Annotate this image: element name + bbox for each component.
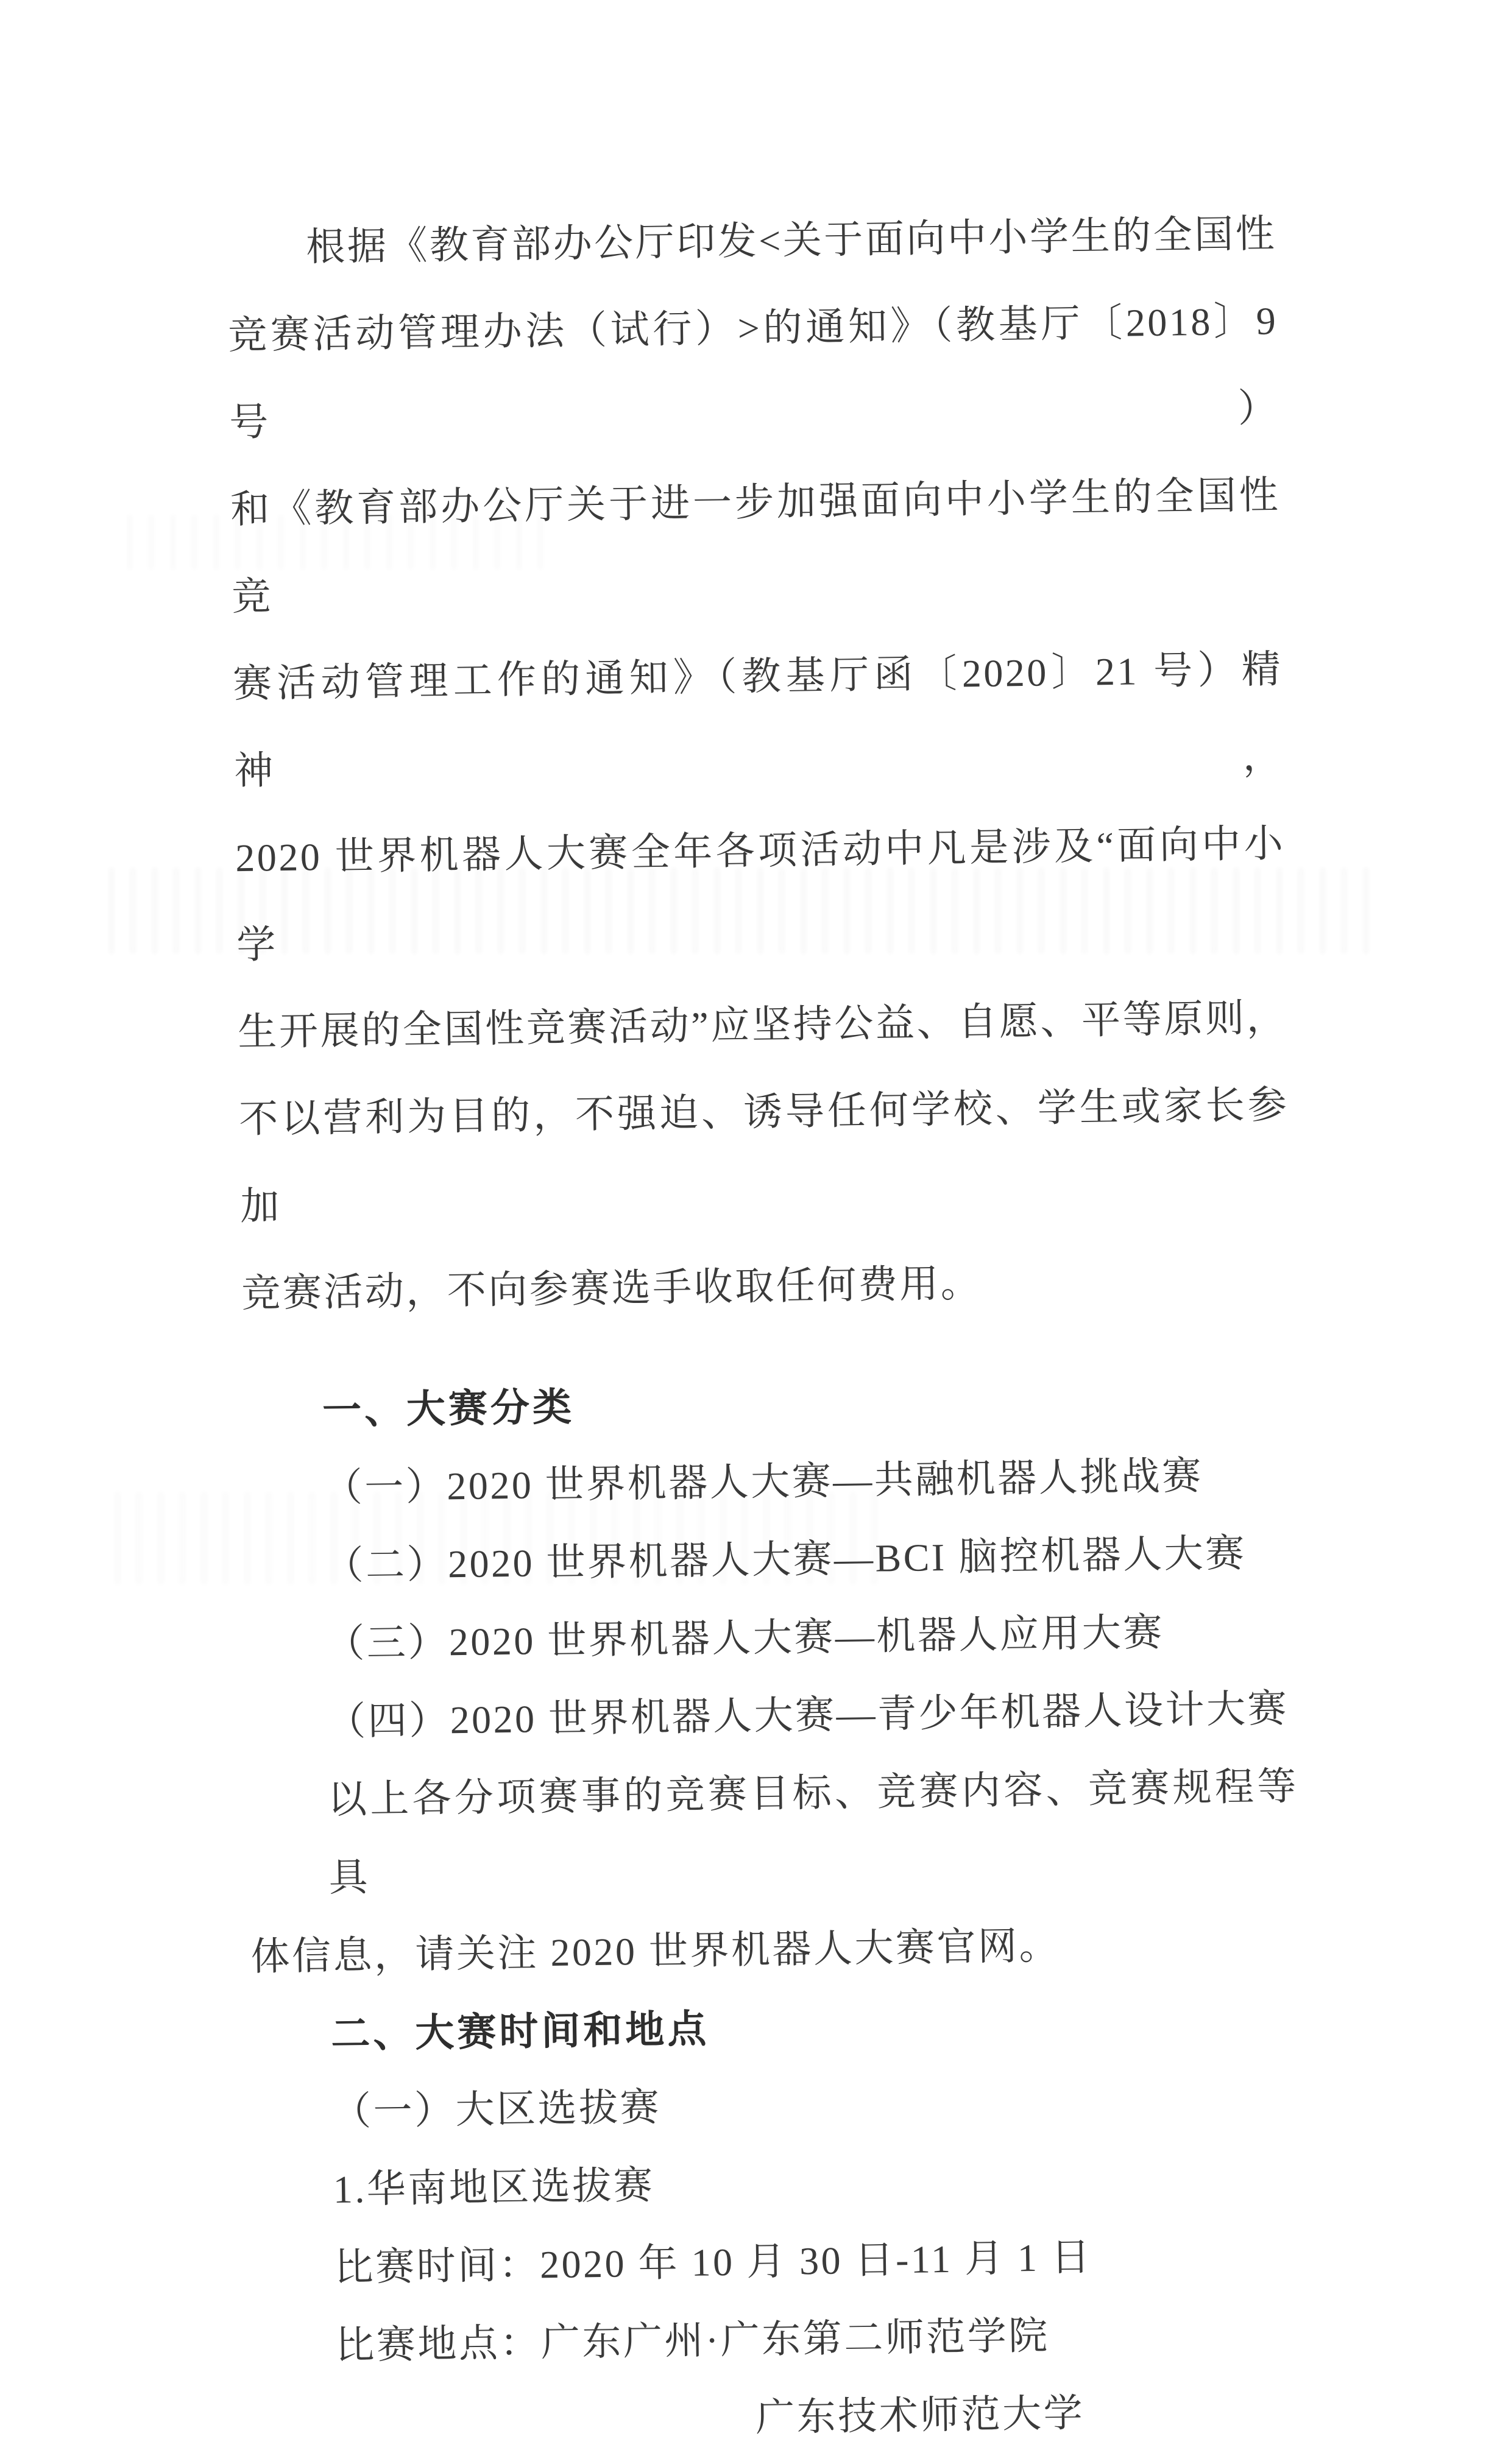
section1-item: （一）2020 世界机器人大赛—共融机器人挑战赛 xyxy=(323,1453,1204,1510)
section1-item: （三）2020 世界机器人大赛—机器人应用大赛 xyxy=(325,1610,1165,1666)
event-location-line2: 广东技术师范大学 xyxy=(755,2391,1085,2440)
intro-line: 生开展的全国性竞赛活动”应坚持公益、自愿、平等原则， xyxy=(237,995,1288,1054)
intro-paragraph xyxy=(226,190,1292,1337)
section1-note-line: 以上各分项赛事的竞赛目标、竞赛内容、竞赛规程等具 xyxy=(327,1764,1299,1900)
intro-line: 竞赛活动，不向参赛选手收取任何费用。 xyxy=(241,1262,982,1315)
section1-heading: 一、大赛分类 xyxy=(322,1385,575,1433)
section2-subheading: （一）大区选拔赛 xyxy=(331,2085,662,2134)
intro-line: 2020 世界机器人大赛全年各项活动中凡是涉及“面向中小学 xyxy=(235,822,1286,967)
document-content xyxy=(226,190,1308,2464)
event-name: 1.华南地区选拔赛 xyxy=(333,2163,655,2212)
intro-line: 和《教育部办公厅关于进一步加强面向中小学生的全国性竞 xyxy=(230,473,1281,619)
section1-note-line: 体信息，请关注 2020 世界机器人大赛官网。 xyxy=(250,1924,1061,1979)
section1-item: （四）2020 世界机器人大赛—青少年机器人设计大赛 xyxy=(326,1687,1289,1744)
intro-line: 赛活动管理工作的通知》（教基厅函〔2020〕21 号）精神， xyxy=(232,648,1284,793)
event-time: 比赛时间：2020 年 10 月 30 日-11 月 1 日 xyxy=(334,2235,1092,2290)
event-location-line1: 比赛地点：广东广州·广东第二师范学院 xyxy=(334,2314,1050,2368)
intro-line: 不以营利为目的，不强迫、诱导任何学校、学生或家长参加 xyxy=(238,1082,1289,1229)
section1-item: （二）2020 世界机器人大赛—BCI 脑控机器人大赛 xyxy=(324,1531,1247,1588)
intro-line: 根据《教育部办公厅印发<关于面向中小学生的全国性 xyxy=(305,212,1277,269)
section2-heading: 二、大赛时间和地点 xyxy=(330,2007,710,2056)
intro-line: 竞赛活动管理办法（试行）>的通知》（教基厅〔2018〕9 号） xyxy=(227,299,1279,445)
